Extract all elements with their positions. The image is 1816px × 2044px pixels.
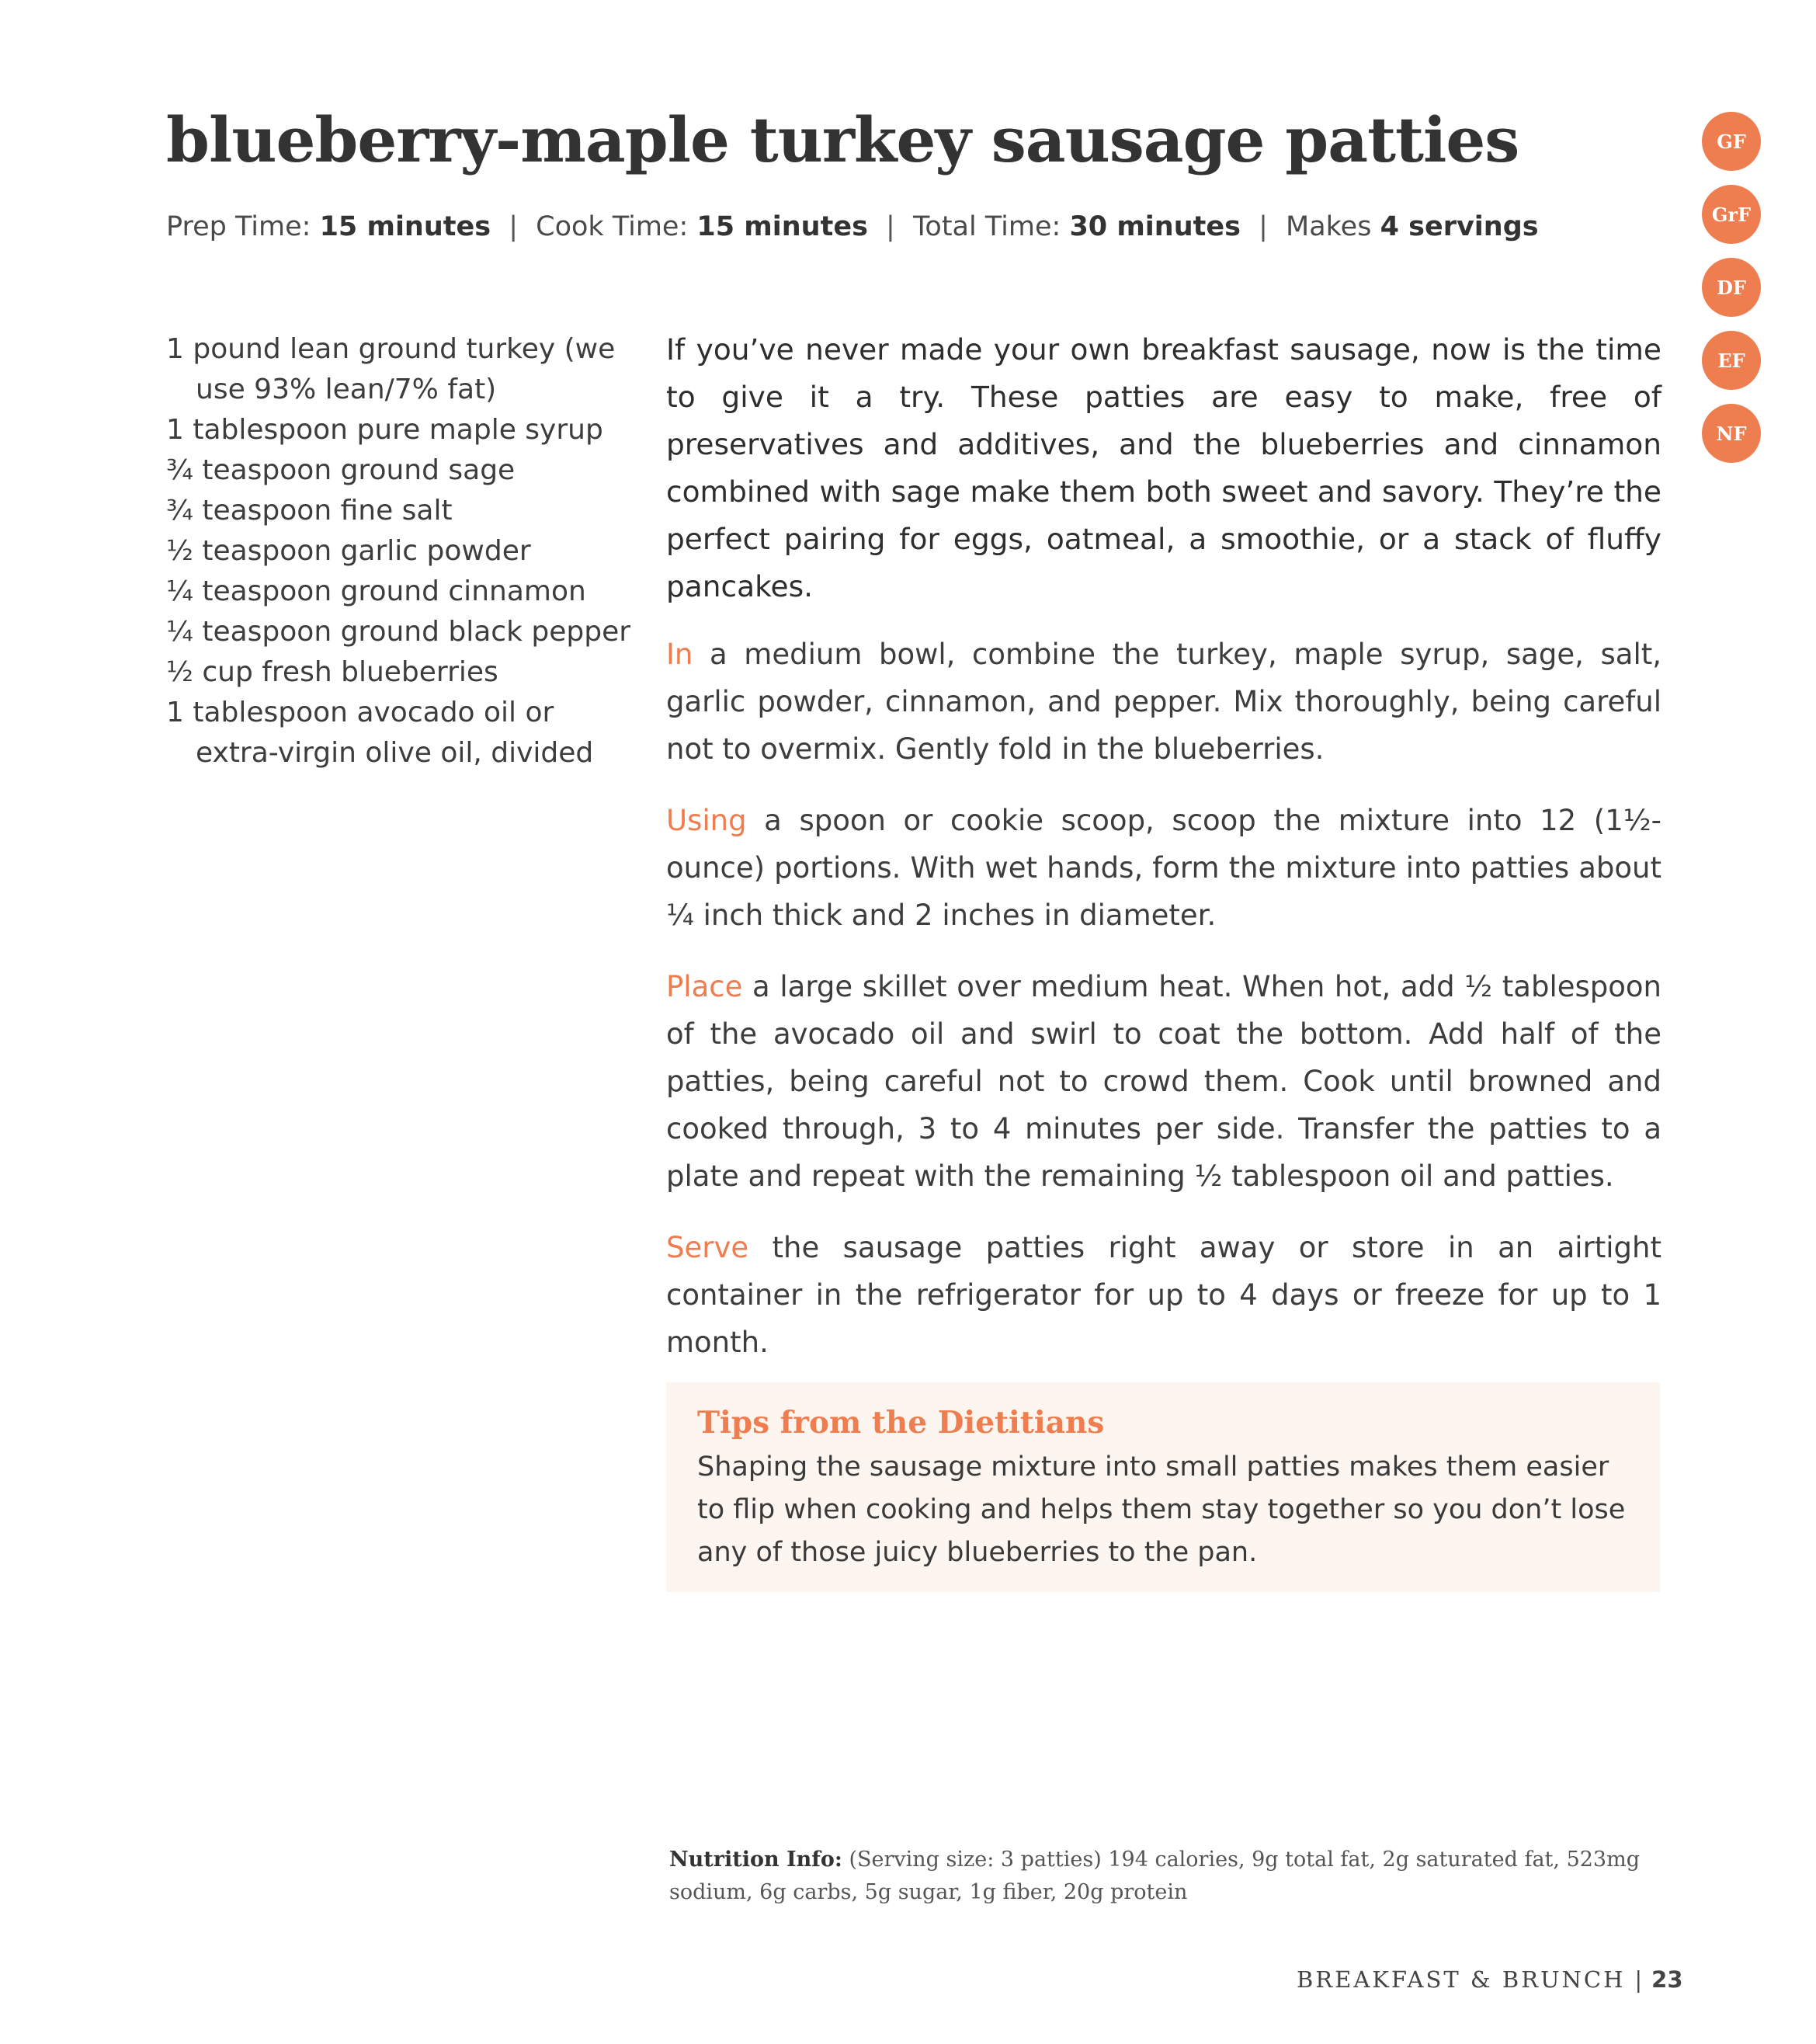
total-time-label: Total Time: xyxy=(912,211,1061,242)
meta-separator: | xyxy=(1259,211,1268,242)
step-text: the sausage patties right away or store in an airtight container in the refrigerator for up to 4 days or freeze for up to 1 month. xyxy=(666,1231,1661,1359)
diet-badges xyxy=(1702,112,1764,477)
makes-value: 4 servings xyxy=(1380,211,1539,242)
method-step xyxy=(666,1224,1661,1366)
badge-dairy-free: DF xyxy=(1702,258,1761,317)
section-name: BREAKFAST & BRUNCH xyxy=(1297,1966,1626,1993)
ingredient-item: 1 tablespoon pure maple syrup xyxy=(166,414,603,446)
recipe-title: blueberry-maple turkey sausage patties xyxy=(166,103,1519,176)
nutrition-label: Nutrition Info: xyxy=(669,1848,842,1872)
ingredient-item: ¼ teaspoon ground black pepper xyxy=(166,616,631,648)
makes-label: Makes xyxy=(1286,211,1372,242)
prep-time-value: 15 minutes xyxy=(319,211,491,242)
badge-gluten-free: GF xyxy=(1702,112,1761,171)
nutrition-text: (Serving size: 3 patties) 194 calories, 9g total fat, 2g saturated fat, 523mg sodium, 6g carbs, 5g sugar, 1g fiber, 20g protein xyxy=(669,1848,1640,1904)
nutrition-info xyxy=(669,1844,1679,1909)
ingredient-item: ¾ teaspoon ground sage xyxy=(166,454,516,486)
cook-time-label: Cook Time: xyxy=(536,211,689,242)
recipe-intro: If you’ve never made your own breakfast sausage, now is the time to give it a try. These patties are easy to make, free of preservatives and additives, and the blueberries and cinnamon combined with sage make them both sweet and savory. They’re the perfect pairing for eggs, oatmeal, a smoothie, or a stack of fluffy pancakes. xyxy=(666,332,1661,603)
badge-nut-free: NF xyxy=(1702,404,1761,463)
method-step xyxy=(666,963,1661,1200)
method-step xyxy=(666,631,1661,773)
ingredient-item: ¾ teaspoon fine salt xyxy=(166,495,453,527)
step-text: a spoon or cookie scoop, scoop the mixture into 12 (1½-ounce) portions. With wet hands, form the mixture into patties about ¼ inch thick and 2 inches in diameter. xyxy=(666,804,1661,932)
tips-body: Shaping the sausage mixture into small patties makes them easier to flip when cooking and helps them stay together so you don’t lose any of those juicy blueberries to the pan. xyxy=(697,1451,1626,1568)
tips-box xyxy=(666,1382,1660,1592)
prep-time-label: Prep Time: xyxy=(166,211,311,242)
step-lead-word: In xyxy=(666,638,693,671)
recipe-meta xyxy=(166,208,1539,245)
page-number: 23 xyxy=(1651,1966,1683,1993)
badge-egg-free: EF xyxy=(1702,331,1761,390)
method-steps xyxy=(666,631,1661,1390)
step-text: a large skillet over medium heat. When hot, add ½ tablespoon of the avocado oil and swirl to coat the bottom. Add half of the patties, being careful not to crowd them. Cook until browned and cooked through, 3 to 4 minutes per side. Transfer the patties to a plate and repeat with the remaining ½ tablespoon oil and patties. xyxy=(666,970,1661,1193)
total-time-value: 30 minutes xyxy=(1069,211,1241,242)
step-lead-word: Serve xyxy=(666,1231,749,1264)
ingredient-item: 1 pound lean ground turkey (we use 93% lean/7% fat) xyxy=(166,333,616,405)
badge-grain-free: GrF xyxy=(1702,185,1761,244)
ingredient-item: ½ teaspoon garlic powder xyxy=(166,535,531,567)
step-lead-word: Using xyxy=(666,804,747,837)
meta-separator: | xyxy=(509,211,519,242)
ingredient-item: 1 tablespoon avocado oil or extra-virgin olive oil, divided xyxy=(166,697,594,769)
meta-separator: | xyxy=(886,211,895,242)
ingredient-item: ¼ teaspoon ground cinnamon xyxy=(166,575,586,607)
method-step xyxy=(666,797,1661,939)
step-text: a medium bowl, combine the turkey, maple syrup, sage, salt, garlic powder, cinnamon, and pepper. Mix thoroughly, being careful not to overmix. Gently fold in the blueberries. xyxy=(666,638,1661,766)
cook-time-value: 15 minutes xyxy=(696,211,868,242)
ingredient-item: ½ cup fresh blueberries xyxy=(166,656,498,688)
footer-separator: | xyxy=(1634,1966,1643,1993)
tips-title: Tips from the Dietitians xyxy=(697,1405,1105,1441)
step-lead-word: Place xyxy=(666,970,743,1003)
page-footer xyxy=(1297,1963,1683,1996)
ingredient-list xyxy=(166,329,632,773)
